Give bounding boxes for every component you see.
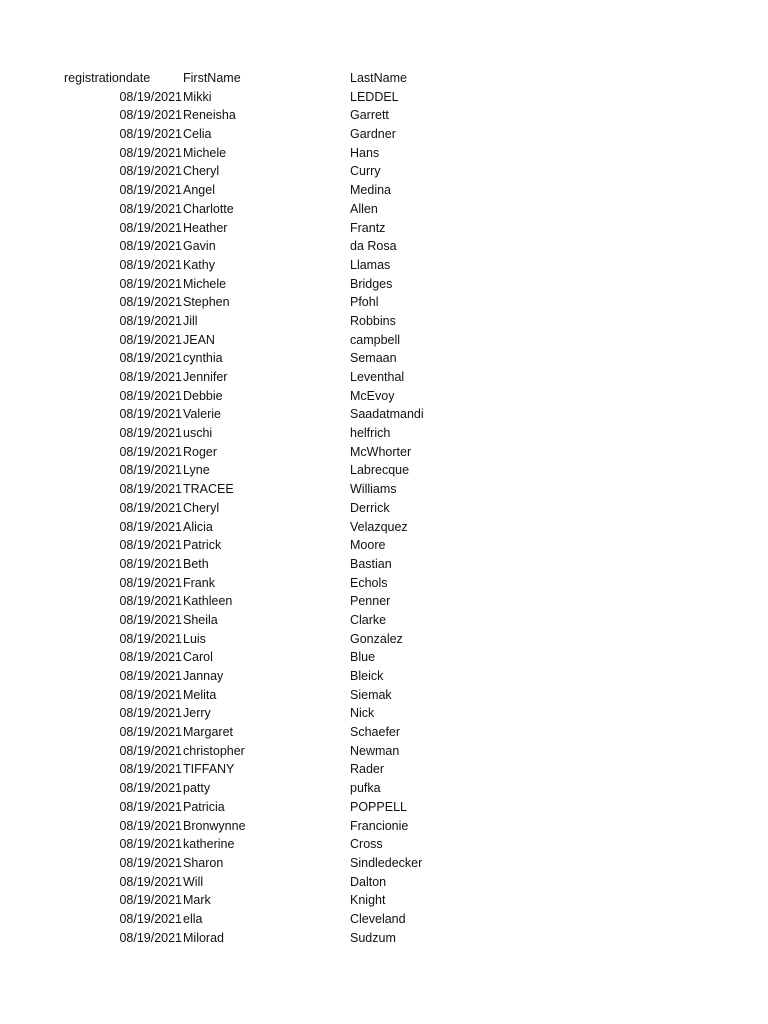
table-row bbox=[0, 181, 768, 200]
first-name-cell: Angel bbox=[183, 183, 215, 198]
table-row bbox=[0, 742, 768, 761]
table-row bbox=[0, 499, 768, 518]
table-row bbox=[0, 873, 768, 892]
first-name-cell: Michele bbox=[183, 145, 227, 160]
registration-date-cell: 08/19/2021 bbox=[119, 799, 182, 814]
table-row bbox=[0, 686, 768, 705]
first-name-cell: Will bbox=[183, 874, 204, 889]
first-name-cell: Milorad bbox=[183, 930, 224, 945]
registration-date-cell: 08/19/2021 bbox=[119, 519, 182, 534]
last-name-cell: Newman bbox=[350, 743, 400, 758]
last-name-cell: Francionie bbox=[350, 818, 409, 833]
first-name-cell: TIFFANY bbox=[183, 762, 235, 777]
table-row bbox=[0, 480, 768, 499]
registration-date-cell: 08/19/2021 bbox=[119, 930, 182, 945]
last-name-cell: Cross bbox=[350, 837, 383, 852]
table-body bbox=[0, 88, 768, 948]
table-row bbox=[0, 387, 768, 406]
first-name-cell: cynthia bbox=[183, 351, 223, 366]
header-row bbox=[0, 69, 768, 88]
first-name-cell: ella bbox=[183, 911, 203, 926]
last-name-cell: Frantz bbox=[350, 220, 386, 235]
last-name-cell: Gardner bbox=[350, 127, 396, 142]
last-name-cell: Sudzum bbox=[350, 930, 396, 945]
last-name-cell: pufka bbox=[350, 781, 381, 796]
table-row bbox=[0, 405, 768, 424]
last-name-cell: Schaefer bbox=[350, 725, 401, 740]
last-name-cell: Siemak bbox=[350, 687, 392, 702]
last-name-cell: Allen bbox=[350, 201, 378, 216]
registration-date-cell: 08/19/2021 bbox=[119, 743, 182, 758]
table-row bbox=[0, 200, 768, 219]
table-row bbox=[0, 723, 768, 742]
last-name-cell: Hans bbox=[350, 145, 380, 160]
last-name-cell: campbell bbox=[350, 332, 401, 347]
last-name-cell: Rader bbox=[350, 762, 385, 777]
table-row bbox=[0, 817, 768, 836]
registration-date-cell: 08/19/2021 bbox=[119, 407, 182, 422]
registration-date-cell: 08/19/2021 bbox=[119, 89, 182, 104]
table-row bbox=[0, 237, 768, 256]
table-row bbox=[0, 592, 768, 611]
first-name-cell: Bronwynne bbox=[183, 818, 246, 833]
last-name-cell: POPPELL bbox=[350, 799, 407, 814]
registration-date-cell: 08/19/2021 bbox=[119, 276, 182, 291]
table-row bbox=[0, 910, 768, 929]
first-name-cell: Lyne bbox=[183, 463, 210, 478]
first-name-cell: Roger bbox=[183, 444, 218, 459]
registration-date-cell: 08/19/2021 bbox=[119, 164, 182, 179]
last-name-cell: Medina bbox=[350, 183, 391, 198]
header-first-name: FirstName bbox=[183, 71, 241, 85]
first-name-cell: Jennifer bbox=[183, 370, 228, 384]
first-name-cell: Carol bbox=[183, 650, 213, 665]
last-name-cell: Leventhal bbox=[350, 370, 405, 384]
registration-date-cell: 08/19/2021 bbox=[119, 183, 182, 198]
registration-date-cell: 08/19/2021 bbox=[119, 781, 182, 796]
first-name-cell: Patricia bbox=[183, 799, 225, 814]
last-name-cell: Bridges bbox=[350, 276, 393, 291]
registration-date-cell: 08/19/2021 bbox=[119, 893, 182, 908]
registration-date-cell: 08/19/2021 bbox=[119, 687, 182, 702]
first-name-cell: Cheryl bbox=[183, 500, 220, 515]
table-row bbox=[0, 574, 768, 593]
table-row bbox=[0, 312, 768, 331]
first-name-cell: Patrick bbox=[183, 538, 222, 553]
last-name-cell: Nick bbox=[350, 706, 375, 721]
first-name-cell: Jill bbox=[183, 313, 198, 328]
registration-date-cell: 08/19/2021 bbox=[119, 855, 182, 870]
last-name-cell: helfrich bbox=[350, 426, 391, 441]
table-row bbox=[0, 760, 768, 779]
table-row bbox=[0, 88, 768, 107]
first-name-cell: Reneisha bbox=[183, 108, 236, 123]
registration-date-cell: 08/19/2021 bbox=[119, 500, 182, 515]
registration-date-cell: 08/19/2021 bbox=[119, 612, 182, 627]
last-name-cell: Blue bbox=[350, 650, 376, 665]
first-name-cell: Sharon bbox=[183, 855, 224, 870]
last-name-cell: Bastian bbox=[350, 556, 392, 571]
last-name-cell: Clarke bbox=[350, 612, 387, 627]
table-row bbox=[0, 162, 768, 181]
registration-date-cell: 08/19/2021 bbox=[119, 351, 182, 366]
registration-table bbox=[0, 69, 768, 947]
table-row bbox=[0, 443, 768, 462]
first-name-cell: JEAN bbox=[183, 332, 215, 347]
first-name-cell: Heather bbox=[183, 220, 228, 235]
first-name-cell: Gavin bbox=[183, 239, 216, 254]
table-row bbox=[0, 891, 768, 910]
registration-date-cell: 08/19/2021 bbox=[119, 426, 182, 441]
table-row bbox=[0, 929, 768, 948]
first-name-cell: Luis bbox=[183, 631, 206, 646]
registration-date-cell: 08/19/2021 bbox=[119, 837, 182, 852]
first-name-cell: Michele bbox=[183, 276, 227, 291]
last-name-cell: Moore bbox=[350, 538, 386, 553]
last-name-cell: Dalton bbox=[350, 874, 387, 889]
first-name-cell: patty bbox=[183, 781, 211, 796]
first-name-cell: Margaret bbox=[183, 725, 234, 740]
last-name-cell: Cleveland bbox=[350, 911, 406, 926]
table-row bbox=[0, 125, 768, 144]
first-name-cell: Jerry bbox=[183, 706, 211, 721]
table-row bbox=[0, 219, 768, 238]
first-name-cell: katherine bbox=[183, 837, 235, 852]
table-row bbox=[0, 293, 768, 312]
registration-date-cell: 08/19/2021 bbox=[119, 538, 182, 553]
registration-date-cell: 08/19/2021 bbox=[119, 201, 182, 216]
registration-date-cell: 08/19/2021 bbox=[119, 108, 182, 123]
table-row bbox=[0, 835, 768, 854]
table-row bbox=[0, 798, 768, 817]
last-name-cell: McWhorter bbox=[350, 444, 412, 459]
registration-date-cell: 08/19/2021 bbox=[119, 482, 182, 497]
registration-date-cell: 08/19/2021 bbox=[119, 594, 182, 609]
registration-date-cell: 08/19/2021 bbox=[119, 145, 182, 160]
registration-date-cell: 08/19/2021 bbox=[119, 239, 182, 254]
registration-date-cell: 08/19/2021 bbox=[119, 631, 182, 646]
registration-date-cell: 08/19/2021 bbox=[119, 220, 182, 235]
first-name-cell: Mark bbox=[183, 893, 211, 908]
table-row bbox=[0, 854, 768, 873]
header-registration-date: registrationdate bbox=[64, 71, 151, 85]
registration-date-cell: 08/19/2021 bbox=[119, 388, 182, 403]
first-name-cell: Melita bbox=[183, 687, 217, 702]
registration-date-cell: 08/19/2021 bbox=[119, 332, 182, 347]
last-name-cell: Velazquez bbox=[350, 519, 408, 534]
first-name-cell: Frank bbox=[183, 575, 215, 590]
registration-date-cell: 08/19/2021 bbox=[119, 463, 182, 478]
last-name-cell: LEDDEL bbox=[350, 89, 399, 104]
last-name-cell: Echols bbox=[350, 575, 388, 590]
registration-date-cell: 08/19/2021 bbox=[119, 818, 182, 833]
registration-date-cell: 08/19/2021 bbox=[119, 295, 182, 310]
first-name-cell: Jannay bbox=[183, 669, 224, 683]
table-row bbox=[0, 144, 768, 163]
last-name-cell: Robbins bbox=[350, 313, 396, 328]
registration-date-cell: 08/19/2021 bbox=[119, 257, 182, 272]
registration-date-cell: 08/19/2021 bbox=[119, 575, 182, 590]
table-row bbox=[0, 630, 768, 649]
registration-date-cell: 08/19/2021 bbox=[119, 911, 182, 926]
registration-date-cell: 08/19/2021 bbox=[119, 669, 182, 683]
first-name-cell: Kathleen bbox=[183, 594, 233, 609]
first-name-cell: Valerie bbox=[183, 407, 221, 422]
registration-date-cell: 08/19/2021 bbox=[119, 762, 182, 777]
registration-date-cell: 08/19/2021 bbox=[119, 313, 182, 328]
last-name-cell: Pfohl bbox=[350, 295, 379, 310]
table-row bbox=[0, 256, 768, 275]
registration-date-cell: 08/19/2021 bbox=[119, 444, 182, 459]
last-name-cell: Garrett bbox=[350, 108, 389, 123]
first-name-cell: Sheila bbox=[183, 612, 218, 627]
table-row bbox=[0, 536, 768, 555]
last-name-cell: Labrecque bbox=[350, 463, 410, 478]
table-row bbox=[0, 106, 768, 125]
table-row bbox=[0, 667, 768, 686]
table-row bbox=[0, 648, 768, 667]
last-name-cell: Semaan bbox=[350, 351, 397, 366]
table-row bbox=[0, 331, 768, 350]
table-row bbox=[0, 518, 768, 537]
table-row bbox=[0, 611, 768, 630]
last-name-cell: McEvoy bbox=[350, 388, 395, 403]
first-name-cell: Charlotte bbox=[183, 201, 234, 216]
table-row bbox=[0, 555, 768, 574]
table-row bbox=[0, 424, 768, 443]
registration-date-cell: 08/19/2021 bbox=[119, 650, 182, 665]
first-name-cell: TRACEE bbox=[183, 482, 234, 497]
registration-date-cell: 08/19/2021 bbox=[119, 706, 182, 721]
last-name-cell: Curry bbox=[350, 164, 381, 179]
last-name-cell: Sindledecker bbox=[350, 855, 423, 870]
table-row bbox=[0, 275, 768, 294]
first-name-cell: christopher bbox=[183, 743, 245, 758]
last-name-cell: Saadatmandi bbox=[350, 407, 424, 422]
table-row bbox=[0, 349, 768, 368]
header-last-name: LastName bbox=[350, 71, 407, 85]
first-name-cell: Debbie bbox=[183, 388, 223, 403]
registration-date-cell: 08/19/2021 bbox=[119, 127, 182, 142]
last-name-cell: Knight bbox=[350, 893, 386, 908]
first-name-cell: Mikki bbox=[183, 89, 212, 104]
table-row bbox=[0, 704, 768, 723]
first-name-cell: Alicia bbox=[183, 519, 213, 534]
first-name-cell: Beth bbox=[183, 556, 209, 571]
last-name-cell: Penner bbox=[350, 594, 391, 609]
last-name-cell: Williams bbox=[350, 482, 397, 497]
last-name-cell: Bleick bbox=[350, 669, 384, 683]
last-name-cell: Llamas bbox=[350, 257, 391, 272]
table-row bbox=[0, 368, 768, 387]
table-row bbox=[0, 779, 768, 798]
registration-date-cell: 08/19/2021 bbox=[119, 370, 182, 384]
first-name-cell: Stephen bbox=[183, 295, 230, 310]
last-name-cell: Gonzalez bbox=[350, 631, 403, 646]
registration-date-cell: 08/19/2021 bbox=[119, 874, 182, 889]
first-name-cell: uschi bbox=[183, 426, 213, 441]
last-name-cell: Derrick bbox=[350, 500, 390, 515]
first-name-cell: Kathy bbox=[183, 257, 215, 272]
last-name-cell: da Rosa bbox=[350, 239, 397, 254]
registration-date-cell: 08/19/2021 bbox=[119, 725, 182, 740]
first-name-cell: Celia bbox=[183, 127, 212, 142]
table-row bbox=[0, 461, 768, 480]
first-name-cell: Cheryl bbox=[183, 164, 220, 179]
registration-date-cell: 08/19/2021 bbox=[119, 556, 182, 571]
